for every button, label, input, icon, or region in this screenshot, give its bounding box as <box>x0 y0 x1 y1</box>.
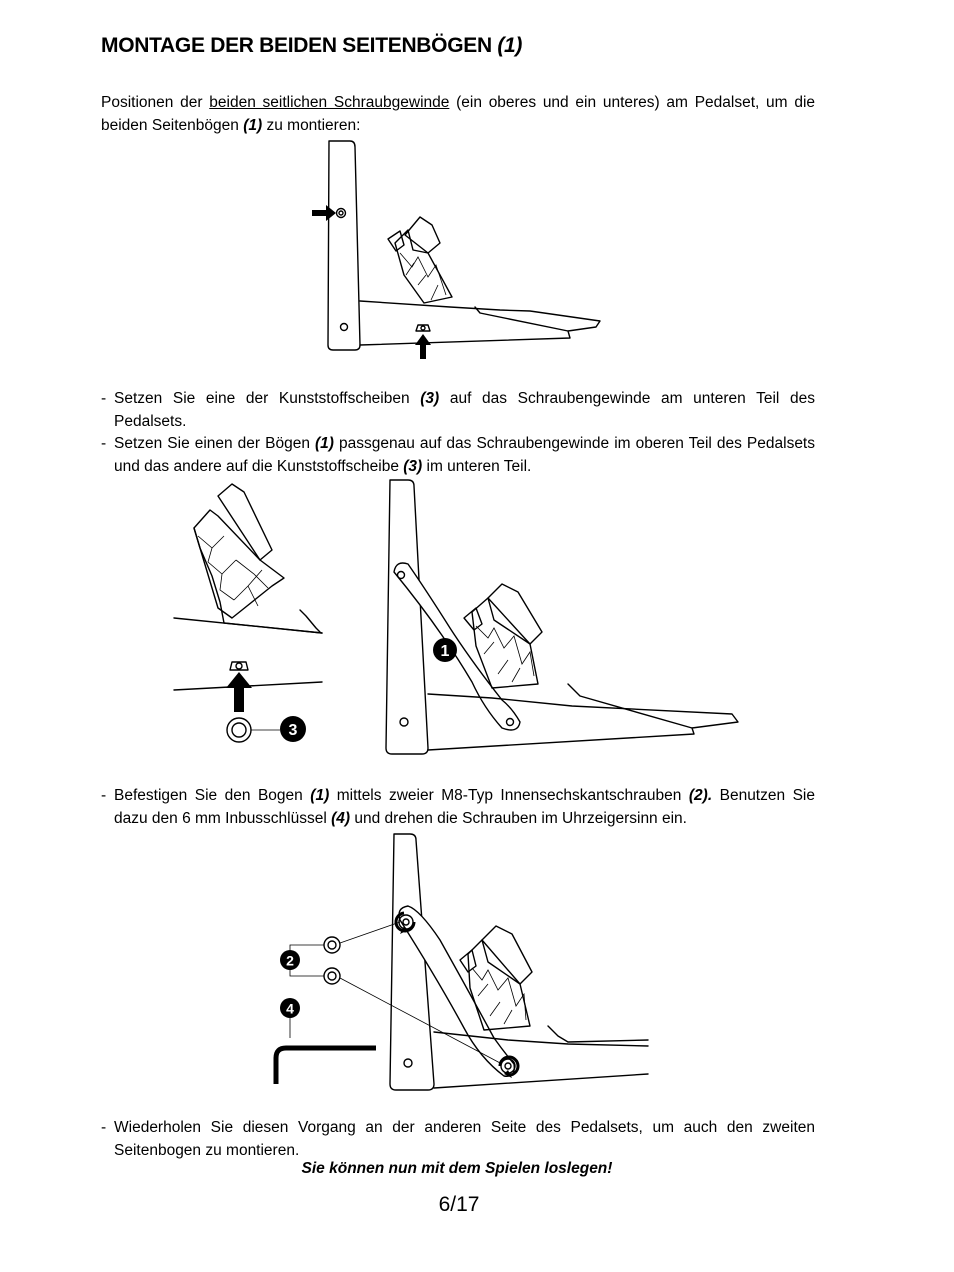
step-2-text <box>114 433 815 478</box>
step-4 <box>101 1117 815 1162</box>
step-1-part-b: auf das Schraubengewinde am unteren Teil des Pedalsets. <box>114 390 815 430</box>
step-2-dash: - <box>101 435 107 452</box>
page-number: 6/17 <box>438 1193 480 1216</box>
section-heading <box>101 34 522 58</box>
callout-1: 1 <box>440 643 450 660</box>
callout-3: 3 <box>288 722 298 739</box>
callout-4: 4 <box>286 1000 294 1017</box>
step-3-text <box>114 785 815 830</box>
figure-thread-positions <box>300 135 610 363</box>
step-4-text: Wiederholen Sie diesen Vorgang an der anderen Seite des Pedalsets, um auch den zweiten Seitenbogen zu montieren. <box>114 1119 815 1159</box>
step-3-part-b: mittels zweier M8-Typ Innensechskantschrauben <box>329 787 689 804</box>
step-2-ref-3: (3) <box>403 457 423 475</box>
step-3-ref-4: (4) <box>331 809 351 827</box>
heading-ref: (1) <box>497 34 523 57</box>
intro-ref: (1) <box>243 116 263 134</box>
step-4-dash: - <box>101 1119 107 1136</box>
step-2-part-b: passgenau auf das Schraubengewinde im oberen Teil des Pedalsets und das andere auf die Kunststoffscheibe <box>114 435 815 475</box>
intro-middle: (ein oberes und ein unteres) am Pedalset, um die beiden Seitenbögen <box>101 94 816 134</box>
step-2-part-a: Setzen Sie einen der Bögen <box>114 435 315 452</box>
figure-arc-placement <box>172 478 747 760</box>
step-2 <box>101 433 815 478</box>
step-3-ref-1: (1) <box>310 787 330 804</box>
closing-note: Sie können nun mit dem Spielen loslegen! <box>301 1160 613 1177</box>
step-3-dash: - <box>101 787 107 804</box>
heading-text: MONTAGE DER BEIDEN SEITENBÖGEN <box>101 34 492 57</box>
step-2-ref-1: (1) <box>314 435 334 452</box>
intro-after: zu montieren: <box>262 116 361 134</box>
step-3-part-c: Benutzen Sie dazu den 6 mm Inbusschlüssel <box>114 787 815 827</box>
step-1-dash: - <box>101 390 107 407</box>
intro-paragraph <box>101 92 815 137</box>
intro-underlined: beiden seitlichen Schraubgewinde <box>209 94 450 111</box>
step-1-text <box>114 388 815 433</box>
callout-2: 2 <box>286 952 294 969</box>
step-3-ref-2: (2). <box>688 787 713 804</box>
step-3-part-d: und drehen die Schrauben im Uhrzeigersinn ein. <box>350 809 687 827</box>
intro-before: Positionen der <box>101 94 210 111</box>
step-1-part-a: Setzen Sie eine der Kunststoffscheiben <box>114 390 421 407</box>
figure-screw-fixing <box>268 830 653 1098</box>
step-1 <box>101 388 815 433</box>
step-3-part-a: Befestigen Sie den Bogen <box>114 787 311 804</box>
step-2-part-c: im unteren Teil. <box>422 457 532 475</box>
step-3 <box>101 785 815 830</box>
step-1-ref: (3) <box>420 390 440 407</box>
